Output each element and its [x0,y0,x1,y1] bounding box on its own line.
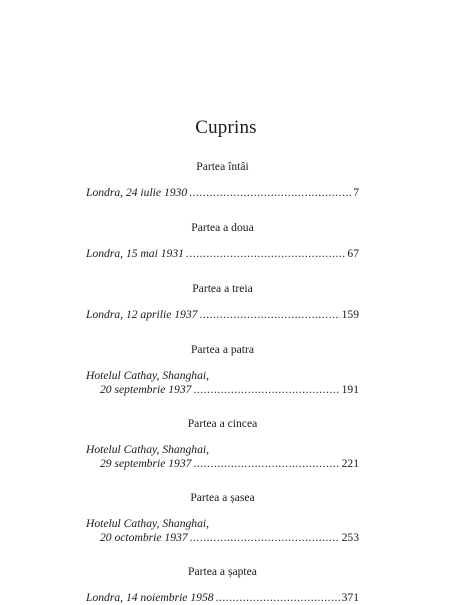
toc-part-5 [86,417,359,471]
dot-leader [186,247,345,261]
entry-subtitle: 29 septembrie 1937 [100,457,192,470]
entry-title: Hotelul Cathay, Shanghai, [86,443,210,456]
entry-title: Londra, 15 mai 1931 [86,247,184,260]
part-heading: Partea a treia [192,282,253,295]
page-number: 7 [353,186,359,199]
page-number: 221 [341,457,359,470]
page-number: 159 [341,308,359,321]
toc-part-6 [86,491,359,545]
toc-entry [86,517,359,545]
dot-leader [193,457,339,471]
toc-entry [86,369,359,397]
toc-entry-line [86,457,359,471]
toc-entry-line [86,517,359,531]
entry-title: Hotelul Cathay, Shanghai, [86,369,210,382]
dot-leader [216,591,340,605]
toc-entry [86,186,359,200]
toc-entry-line [86,383,359,397]
entry-subtitle: 20 septembrie 1937 [100,383,192,396]
entry-title: Londra, 12 aprilie 1937 [86,308,198,321]
part-heading: Partea a doua [191,221,254,234]
toc-entry [86,247,359,261]
toc-entry-line [86,247,359,261]
page-number: 191 [341,383,359,396]
toc-part-1 [86,160,359,200]
table-of-contents [86,160,359,605]
toc-entry-line [86,443,359,457]
entry-title: Hotelul Cathay, Shanghai, [86,517,210,530]
toc-entry [86,308,359,322]
toc-entry-line [86,531,359,545]
page-number: 253 [341,531,359,544]
toc-entry [86,591,359,605]
part-heading: Partea a cincea [187,417,258,430]
dot-leader [190,531,340,545]
page-number: 67 [347,247,359,260]
toc-part-7 [86,565,359,605]
toc-entry-line [86,591,359,605]
toc-entry-line [86,186,359,200]
part-heading: Partea întâi [196,160,249,173]
toc-entry-line [86,308,359,322]
entry-title: Londra, 14 noiembrie 1958 [86,591,214,604]
toc-entry-line [86,369,359,383]
page-title: Cuprins [195,117,257,138]
toc-entry [86,443,359,471]
toc-part-2 [86,221,359,261]
page-number: 371 [341,591,359,604]
dot-leader [199,308,339,322]
dot-leader [189,186,351,200]
toc-part-3 [86,282,359,322]
part-heading: Partea a patra [190,343,255,356]
dot-leader [193,383,339,397]
part-heading: Partea a șasea [190,491,255,504]
entry-title: Londra, 24 iulie 1930 [86,186,188,199]
entry-subtitle: 20 octombrie 1937 [100,531,188,544]
toc-part-4 [86,343,359,397]
part-heading: Partea a șaptea [188,565,257,578]
